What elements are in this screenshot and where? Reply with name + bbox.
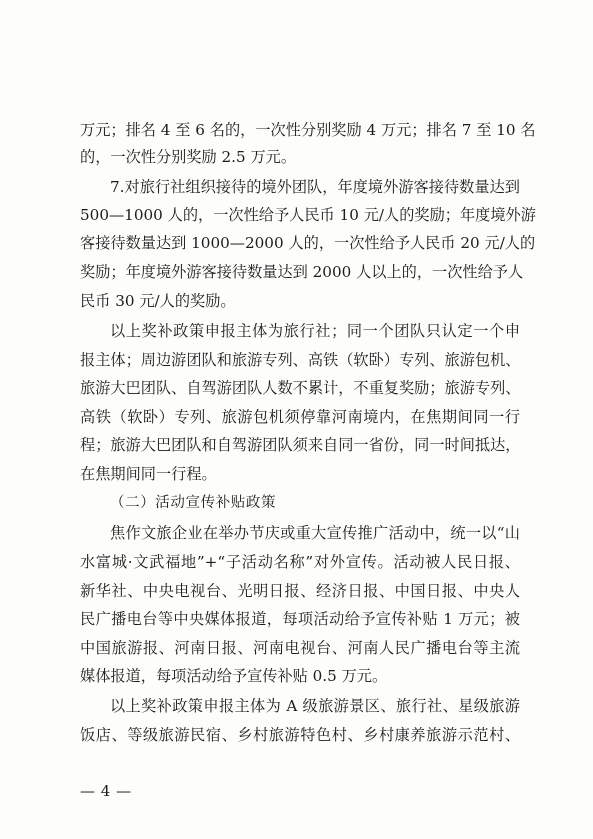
text-line: 在焦期间同一行程。 xyxy=(80,465,217,483)
text-line: 7.对旅行社组织接待的境外团队，年度境外游客接待数量达到 xyxy=(110,178,520,196)
text-line: 旅游大巴团队、自驾游团队人数不累计，不重复奖励；旅游专列、 xyxy=(80,379,521,397)
text-line: 新华社、中央电视台、光明日报、经济日报、中国日报、中央人 xyxy=(80,582,520,600)
text-line: 的，一次性分别奖励 2.5 万元。 xyxy=(80,148,297,166)
page-number: — 4 — xyxy=(80,782,132,800)
text-line: 民币 30 元/人的奖励。 xyxy=(80,292,236,310)
text-line: 高铁（软卧）专列、旅游包机须停靠河南境内，在焦期间同一行 xyxy=(80,408,520,426)
text-line: 以上奖补政策申报主体为旅行社；同一个团队只认定一个申 xyxy=(110,322,520,340)
text-line: 媒体报道，每项活动给予宣传补贴 0.5 万元。 xyxy=(80,667,388,685)
text-line: 万元；排名 4 至 6 名的，一次性分别奖励 4 万元；排名 7 至 10 名 xyxy=(80,121,536,139)
text-line: 水富城·文武福地”+“子活动名称”对外宣传。活动被人民日报、 xyxy=(80,553,520,571)
text-line: 奖励；年度境外游客接待数量达到 2000 人以上的，一次性给予人 xyxy=(80,263,524,281)
text-line: 中国旅游报、河南日报、河南电视台、河南人民广播电台等主流 xyxy=(80,639,520,657)
section-heading: （二）活动宣传补贴政策 xyxy=(110,495,277,511)
text-line: 民广播电台等中央媒体报道，每项活动给予宣传补贴 1 万元；被 xyxy=(80,610,520,628)
text-line: 以上奖补政策申报主体为 A 级旅游景区、旅行社、星级旅游 xyxy=(110,697,520,715)
text-line: 客接待数量达到 1000—2000 人的，一次性给予人民币 20 元/人的 xyxy=(80,234,536,252)
text-line: 报主体；周边游团队和旅游专列、高铁（软卧）专列、旅游包机、 xyxy=(80,351,521,369)
text-line: 焦作文旅企业在举办节庆或重大宣传推广活动中，统一以“山 xyxy=(110,524,520,542)
text-line: 饭店、等级旅游民宿、乡村旅游特色村、乡村康养旅游示范村、 xyxy=(80,726,520,744)
text-line: 程；旅游大巴团队和自驾游团队须来自同一省份，同一时间抵达， xyxy=(80,436,521,454)
text-line: 500—1000 人的，一次性给予人民币 10 元/人的奖励；年度境外游 xyxy=(80,206,536,224)
